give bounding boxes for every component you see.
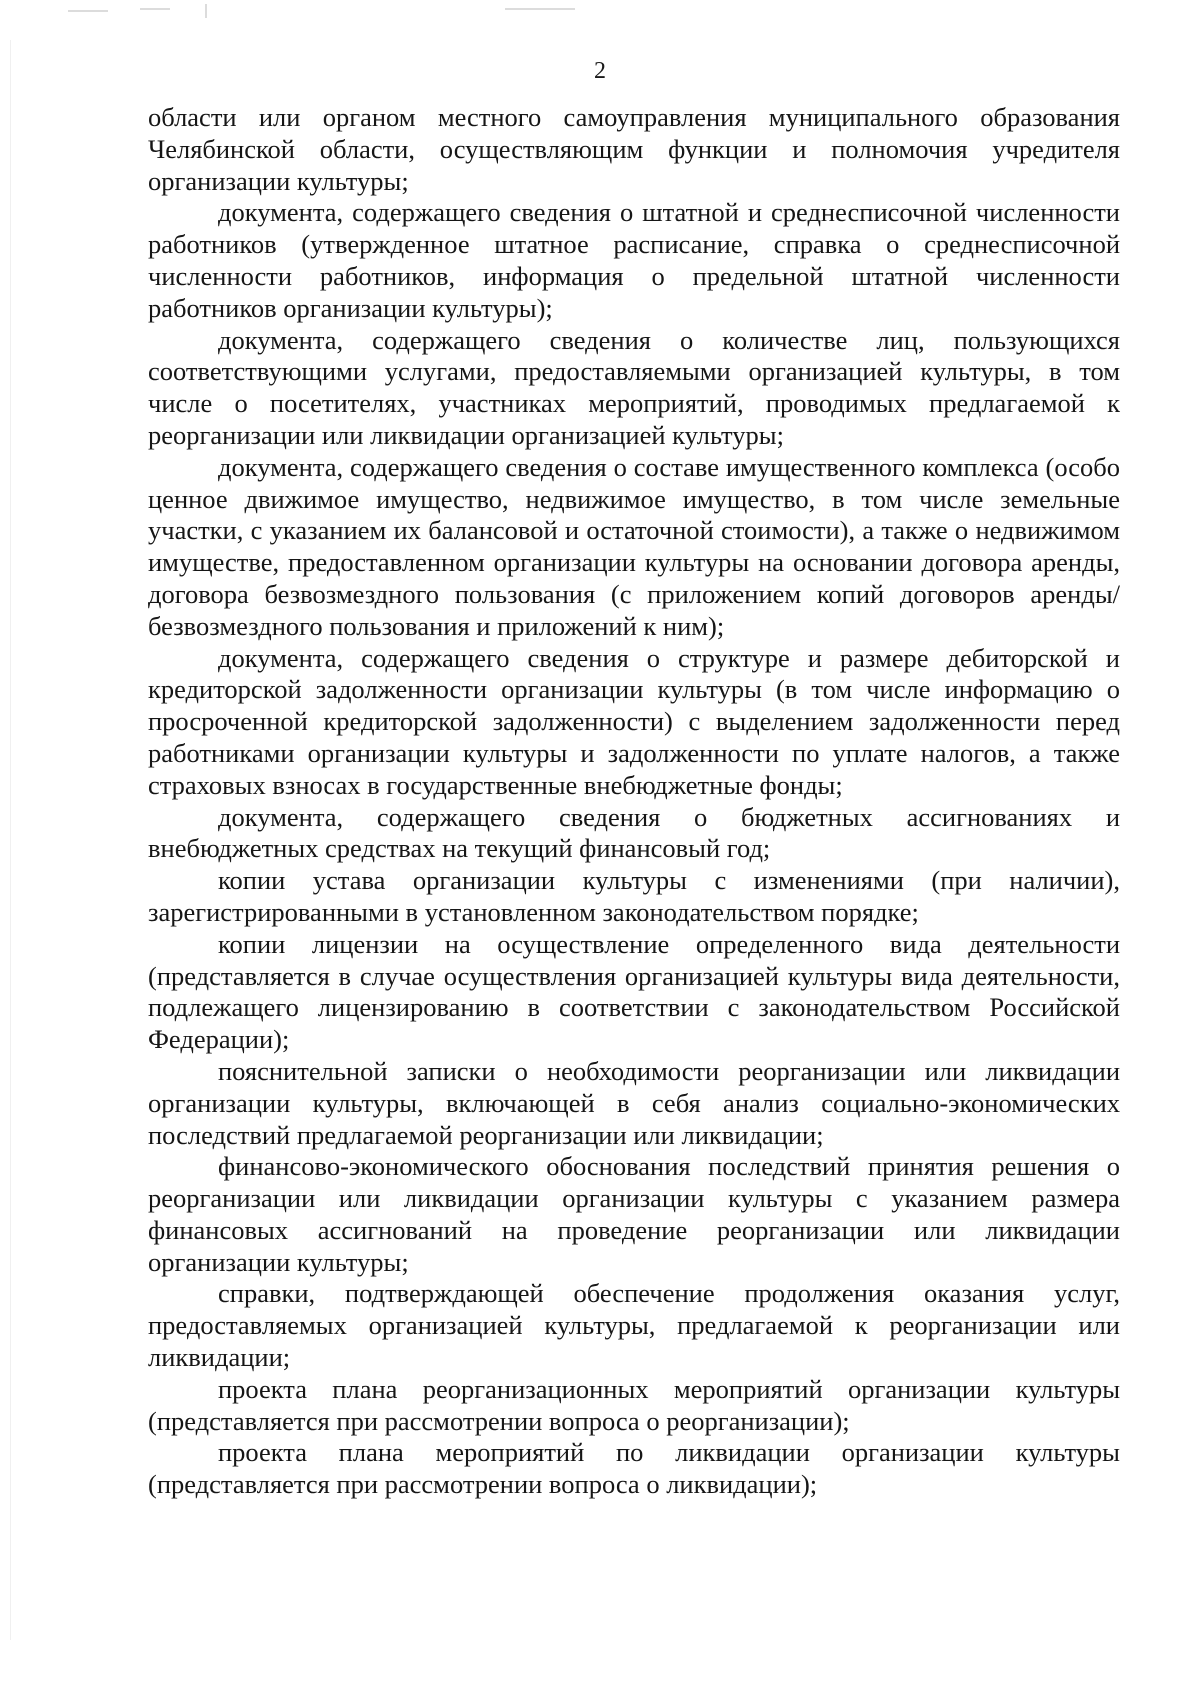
paragraph: справки, подтверждающей обеспечение продолжения оказания услуг, предоставляемых организацией культуры, предлагаемой к реорганизации или ликвидации; — [148, 1278, 1120, 1373]
paragraph: области или органом местного самоуправления муниципального образования Челябинской области, осуществляющим функции и полномочия учредителя организации культуры; — [148, 102, 1120, 196]
scan-artifact — [10, 40, 11, 1640]
paragraph: документа, содержащего сведения о штатной и среднесписочной численности работников (утвержденное штатное расписание, справка о среднесписочной численности работников, информация о предельной штатной численности работников организации культуры); — [148, 197, 1120, 323]
paragraph: проекта плана реорганизационных мероприятий организации культуры (представляется при рассмотрении вопроса о реорганизации); — [148, 1373, 1120, 1436]
scan-artifact — [68, 10, 108, 12]
paragraph: документа, содержащего сведения о составе имущественного комплекса (особо ценное движимое имущество, недвижимое имущество, в том числе земельные участки, с указанием их балансовой и остаточной стоимости), а также о недвижимом имуществе, предоставленном организации культуры на основании договора аренды, договора безвозмездного пользования (с приложением копий договоров аренды/безвозмездного пользования и приложений к ним); — [148, 451, 1120, 641]
page-number: 2 — [594, 58, 606, 84]
paragraph: копии лицензии на осуществление определенного вида деятельности (представляется в случае осуществления организацией культуры вида деятельности, подлежащего лицензированию в соответствии с законодательством Российской Федерации); — [148, 928, 1120, 1055]
scan-artifact — [140, 8, 170, 10]
paragraph: проекта плана мероприятий по ликвидации организации культуры (представляется при рассмотрении вопроса о ликвидации); — [148, 1437, 1120, 1500]
paragraph: документа, содержащего сведения о бюджетных ассигнованиях и внебюджетных средствах на текущий финансовый год; — [148, 801, 1120, 864]
paragraph: пояснительной записки о необходимости реорганизации или ликвидации организации культуры, включающей в себя анализ социально-экономических последствий предлагаемой реорганизации или ликвидации; — [148, 1055, 1120, 1150]
document-body — [148, 102, 1120, 1501]
scan-artifact — [205, 4, 207, 18]
paragraph: финансово-экономического обоснования последствий принятия решения о реорганизации или ликвидации организации культуры с указанием размера финансовых ассигнований на проведение реорганизации или ликвидации организации культуры; — [148, 1151, 1120, 1277]
paragraph: документа, содержащего сведения о структуре и размере дебиторской и кредиторской задолженности организации культуры (в том числе информацию о просроченной кредиторской задолженности) с выделением задолженности перед работниками организации культуры и задолженности по уплате налогов, а также страховых взносах в государственные внебюджетные фонды; — [148, 642, 1120, 800]
paragraph: документа, содержащего сведения о количестве лиц, пользующихся соответствующими услугами, предоставляемыми организацией культуры, в том числе о посетителях, участниках мероприятий, проводимых предлагаемой к реорганизации или ликвидации организацией культуры; — [148, 324, 1120, 450]
scan-artifact — [505, 8, 575, 10]
paragraph: копии устава организации культуры с изменениями (при наличии), зарегистрированными в установленном законодательством порядке; — [148, 865, 1120, 927]
